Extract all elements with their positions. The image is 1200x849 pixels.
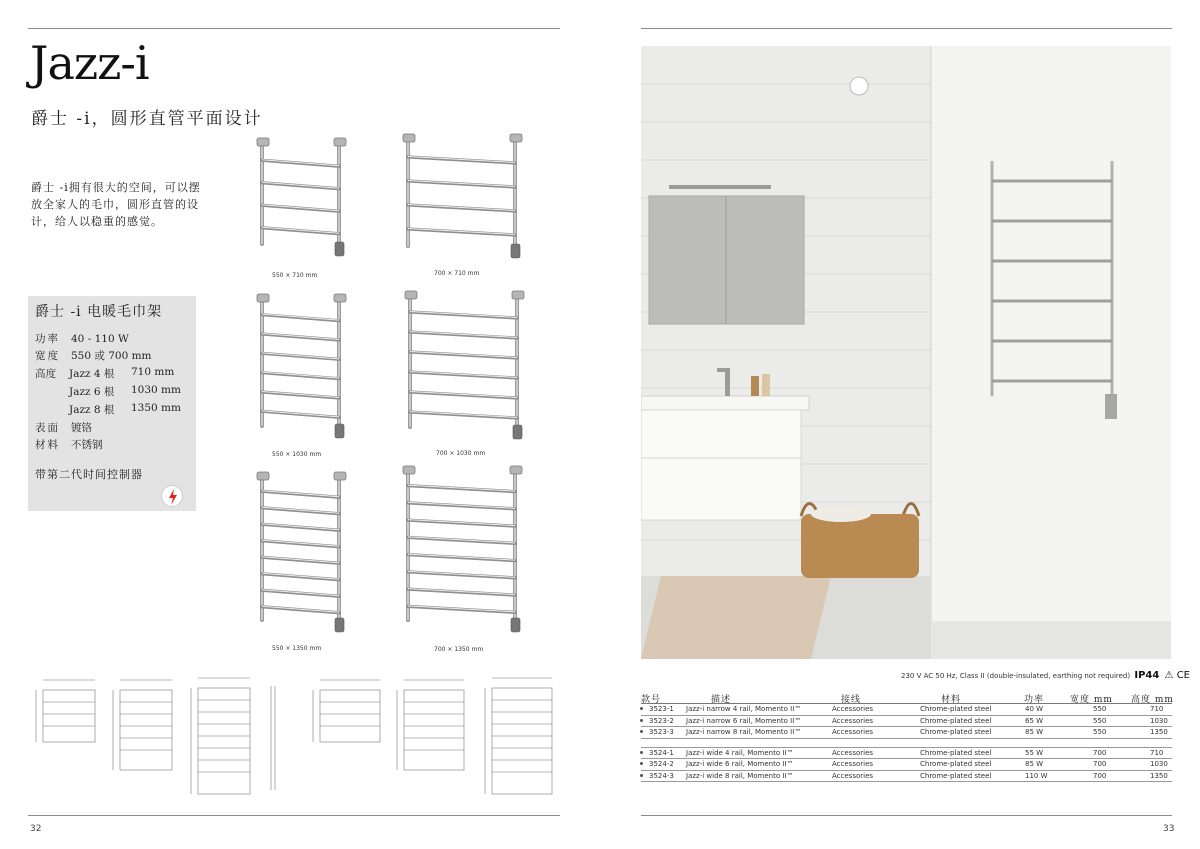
spec-power-label: 功率 bbox=[35, 333, 60, 345]
rack-caption: 550 × 1350 mm bbox=[272, 645, 322, 652]
spec-power bbox=[35, 331, 129, 346]
table-cell-height: 1030 bbox=[1150, 716, 1168, 725]
spec-box bbox=[28, 296, 196, 511]
top-rule-left bbox=[28, 28, 560, 29]
table-cell-material: Chrome-plated steel bbox=[920, 760, 992, 768]
table-cell-wiring: Accessories bbox=[832, 705, 874, 713]
table-cell-material: Chrome-plated steel bbox=[920, 728, 992, 736]
table-cell-description: Jazz-i wide 6 rail, Momento II™ bbox=[686, 760, 794, 768]
wall-bracket-icon bbox=[512, 291, 524, 299]
bullet-icon bbox=[640, 774, 643, 777]
spec-height-value-6: 1030 mm bbox=[131, 384, 181, 396]
table-group-gap bbox=[641, 739, 1172, 748]
table-cell-width: 550 bbox=[1093, 705, 1107, 713]
table-cell-description: Jazz-i narrow 4 rail, Momento II™ bbox=[686, 705, 802, 713]
table-cell-width: 550 bbox=[1093, 728, 1107, 736]
rack-550x710 bbox=[252, 132, 357, 262]
heating-element-icon bbox=[335, 424, 344, 438]
heating-element-icon bbox=[335, 242, 344, 256]
table-cell-description: Jazz-i narrow 8 rail, Momento II™ bbox=[686, 728, 802, 736]
table-cell-description: Jazz-i narrow 6 rail, Momento II™ bbox=[686, 716, 802, 725]
table-cell-width: 700 bbox=[1093, 748, 1107, 757]
table-cell-power: 65 W bbox=[1025, 716, 1044, 725]
table-cell-description: Jazz-i wide 8 rail, Momento II™ bbox=[686, 771, 794, 780]
header-power: 功率 bbox=[1024, 695, 1045, 705]
table-cell-wiring: Accessories bbox=[832, 716, 874, 725]
spec-width-label: 宽度 bbox=[35, 350, 60, 362]
rack-caption: 700 × 710 mm bbox=[434, 270, 480, 277]
spec-power-value: 40 - 110 W bbox=[71, 333, 129, 345]
spec-surface-label: 表面 bbox=[35, 422, 60, 434]
spec-height-value-4: 710 mm bbox=[131, 366, 175, 378]
rack-550x1350 bbox=[252, 466, 357, 638]
electric-hazard-icon bbox=[161, 485, 183, 507]
spec-title: 爵士 -i 电暖毛巾架 bbox=[35, 304, 163, 320]
table-cell-power: 110 W bbox=[1025, 771, 1048, 780]
wall-bracket-icon bbox=[510, 134, 522, 142]
table-row bbox=[641, 704, 1172, 716]
wall-bracket-icon bbox=[334, 294, 346, 302]
table-cell-code: 3524-2 bbox=[649, 760, 674, 768]
table-row bbox=[641, 727, 1172, 739]
certification-text: 230 V AC 50 Hz, Class II (double-insulated, earthing not required) bbox=[901, 672, 1131, 680]
heating-element-icon bbox=[335, 618, 344, 632]
technical-drawings bbox=[28, 672, 558, 802]
bullet-icon bbox=[640, 707, 643, 710]
table-cell-material: Chrome-plated steel bbox=[920, 716, 992, 725]
header-height: 高度 mm bbox=[1131, 695, 1174, 705]
table-row bbox=[641, 759, 1172, 771]
header-material: 材料 bbox=[941, 695, 962, 705]
table-cell-code: 3524-3 bbox=[649, 771, 674, 780]
table-cell-power: 55 W bbox=[1025, 748, 1044, 757]
wall-bracket-icon bbox=[510, 466, 522, 474]
table-cell-width: 700 bbox=[1093, 760, 1107, 768]
table-cell-power: 40 W bbox=[1025, 705, 1044, 713]
table-cell-wiring: Accessories bbox=[832, 728, 874, 736]
bottom-rule-right bbox=[641, 815, 1172, 816]
page-number-left: 32 bbox=[30, 824, 42, 834]
table-cell-code: 3523-1 bbox=[649, 705, 674, 713]
bullet-icon bbox=[640, 730, 643, 733]
certification-line bbox=[901, 670, 1190, 681]
wall-bracket-icon bbox=[257, 138, 269, 146]
table-cell-width: 700 bbox=[1093, 771, 1107, 780]
table-cell-material: Chrome-plated steel bbox=[920, 748, 992, 757]
table-cell-height: 1350 bbox=[1150, 728, 1168, 736]
rack-700x710 bbox=[398, 128, 533, 264]
table-cell-power: 85 W bbox=[1025, 728, 1044, 736]
bullet-icon bbox=[640, 719, 643, 722]
spec-footer: 带第二代时间控制器 bbox=[35, 468, 143, 481]
table-cell-wiring: Accessories bbox=[832, 760, 874, 768]
table-cell-code: 3524-1 bbox=[649, 748, 674, 757]
table-cell-power: 85 W bbox=[1025, 760, 1044, 768]
spec-surface-value: 镀铬 bbox=[71, 422, 92, 434]
top-rule-right bbox=[641, 28, 1172, 29]
table-cell-code: 3523-3 bbox=[649, 728, 674, 736]
header-width: 宽度 mm bbox=[1070, 695, 1113, 705]
table-cell-material: Chrome-plated steel bbox=[920, 705, 992, 713]
page-title: Jazz-i bbox=[30, 36, 149, 90]
rack-caption: 550 × 710 mm bbox=[272, 272, 318, 279]
table-cell-height: 1350 bbox=[1150, 771, 1168, 780]
rack-caption: 700 × 1030 mm bbox=[436, 450, 486, 457]
ce-mark-icon: ⚠ CE bbox=[1164, 670, 1190, 681]
rack-700x1030 bbox=[400, 285, 535, 445]
wall-bracket-icon bbox=[405, 291, 417, 299]
spec-height-model-8: Jazz 8 根 bbox=[69, 404, 115, 416]
table-cell-height: 710 bbox=[1150, 705, 1164, 713]
wall-bracket-icon bbox=[403, 466, 415, 474]
header-description: 描述 bbox=[711, 695, 732, 705]
spec-height-label: 高度 bbox=[35, 368, 56, 380]
table-row bbox=[641, 771, 1172, 783]
bottom-rule-left bbox=[28, 815, 560, 816]
bullet-icon bbox=[640, 751, 643, 754]
heating-element-icon bbox=[511, 618, 520, 632]
table-row bbox=[641, 716, 1172, 728]
table-body bbox=[641, 704, 1172, 782]
wall-bracket-icon bbox=[257, 472, 269, 480]
spec-width bbox=[35, 348, 152, 363]
table-cell-wiring: Accessories bbox=[832, 771, 874, 780]
spec-height-value-8: 1350 mm bbox=[131, 402, 181, 414]
wall-bracket-icon bbox=[334, 472, 346, 480]
bathroom-photo bbox=[641, 46, 1171, 659]
spec-material bbox=[35, 437, 103, 452]
rack-caption: 550 × 1030 mm bbox=[272, 451, 322, 458]
spec-height-model-4: Jazz 4 根 bbox=[69, 368, 115, 380]
wall-bracket-icon bbox=[257, 294, 269, 302]
table-row bbox=[641, 748, 1172, 760]
table-cell-wiring: Accessories bbox=[832, 748, 874, 757]
page-number-right: 33 bbox=[1163, 824, 1175, 834]
rack-caption: 700 × 1350 mm bbox=[434, 646, 484, 653]
spec-height-model-6: Jazz 6 根 bbox=[69, 386, 115, 398]
spec-material-label: 材料 bbox=[35, 439, 60, 451]
table-header bbox=[641, 690, 1172, 704]
spec-width-value: 550 或 700 mm bbox=[71, 350, 152, 362]
heating-element-icon bbox=[511, 244, 520, 258]
heating-element-icon bbox=[513, 425, 522, 439]
wall-bracket-icon bbox=[334, 138, 346, 146]
table-cell-height: 710 bbox=[1150, 748, 1164, 757]
rack-550x1030 bbox=[252, 288, 357, 444]
table-cell-material: Chrome-plated steel bbox=[920, 771, 992, 780]
table-cell-height: 1030 bbox=[1150, 760, 1168, 768]
header-wiring: 接线 bbox=[841, 695, 862, 705]
spec-material-value: 不锈钢 bbox=[71, 439, 103, 451]
page-subtitle: 爵士 -i，圆形直管平面设计 bbox=[31, 109, 263, 129]
header-code: 款号 bbox=[641, 695, 662, 705]
table-cell-description: Jazz-i wide 4 rail, Momento II™ bbox=[686, 748, 794, 757]
table-cell-code: 3523-2 bbox=[649, 716, 674, 725]
intro-text: 爵士 -i拥有很大的空间，可以摆放全家人的毛巾，圆形直管的设计，给人以稳重的感觉。 bbox=[31, 181, 201, 228]
table-cell-width: 550 bbox=[1093, 716, 1107, 725]
wall-bracket-icon bbox=[403, 134, 415, 142]
rack-700x1350 bbox=[398, 460, 533, 638]
ip-rating: IP44 bbox=[1134, 670, 1160, 681]
bullet-icon bbox=[640, 762, 643, 765]
product-table bbox=[641, 690, 1172, 782]
spec-surface bbox=[35, 420, 92, 435]
